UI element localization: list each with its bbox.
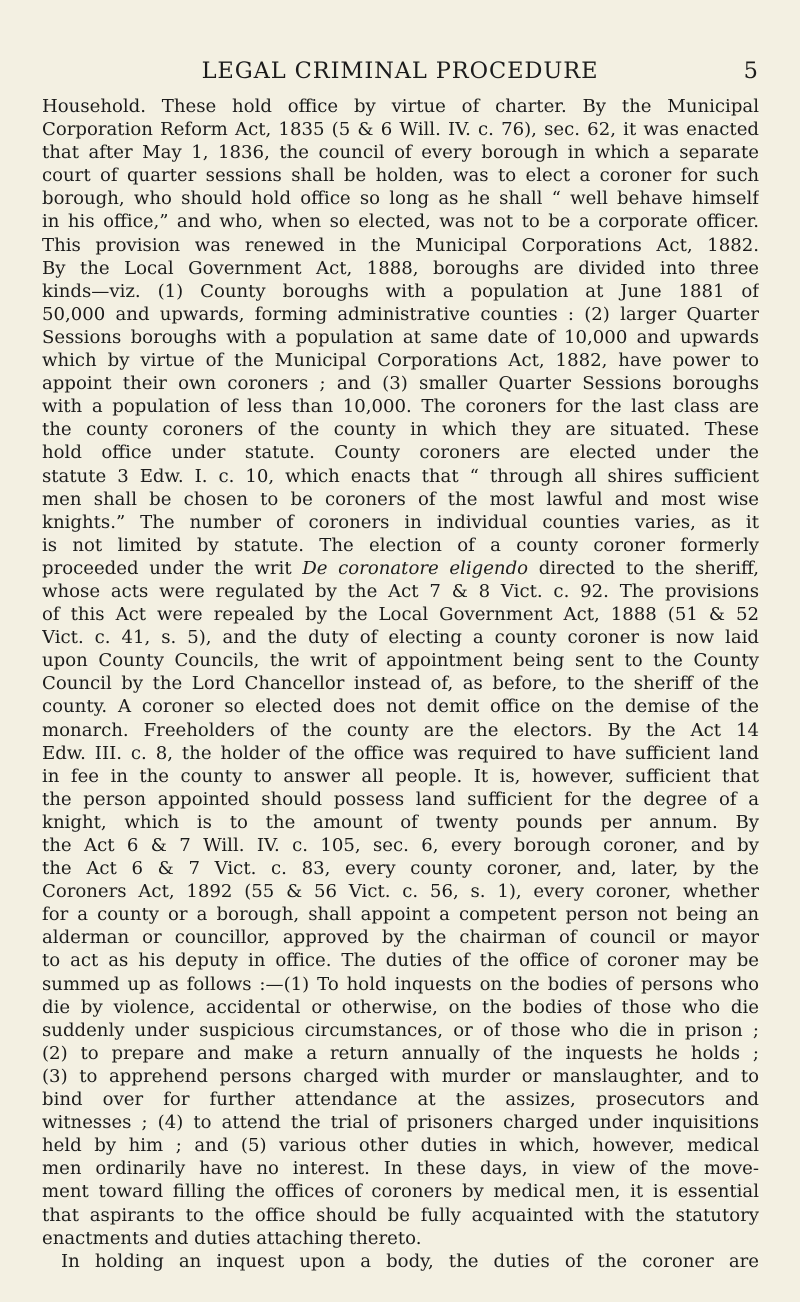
text-line: in fee in the county to answer all people. It is, however, sufficient that bbox=[42, 765, 759, 787]
text-line: with a population of less than 10,000. The coroners for the last class are bbox=[42, 396, 759, 418]
text-line: knight, which is to the amount of twenty pounds per annum. By bbox=[42, 811, 759, 833]
text-line: the county coroners of the county in which they are situated. These bbox=[42, 419, 759, 441]
text-line: Household. These hold office by virtue of charter. By the Municipal bbox=[42, 96, 759, 117]
text-line: ment toward filling the offices of coroners by medical men, it is essential bbox=[42, 1181, 759, 1203]
text-line: borough, who should hold office so long as he shall “ well behave himself bbox=[42, 188, 759, 210]
text-line: men shall be chosen to be coroners of the most lawful and most wise bbox=[42, 488, 759, 510]
text-line: of this Act were repealed by the Local Government Act, 1888 (51 & 52 bbox=[42, 604, 759, 626]
writ-name-italic: De coronatore eligendo bbox=[302, 557, 529, 579]
text-line: whose acts were regulated by the Act 7 & 8 Vict. c. 92. The provisions bbox=[42, 580, 759, 602]
text-line: (2) to prepare and make a return annually of the inquests he holds ; bbox=[42, 1042, 759, 1064]
text-line: the person appointed should possess land sufficient for the degree of a bbox=[42, 788, 759, 810]
text-line: which by virtue of the Municipal Corporations Act, 1882, have power to bbox=[42, 350, 759, 372]
text-line: In holding an inquest upon a body, the duties of the coroner are bbox=[61, 1250, 759, 1272]
text-line: the Act 6 & 7 Will. IV. c. 105, sec. 6, every borough coroner, and by bbox=[42, 835, 759, 856]
body-text bbox=[42, 95, 759, 1273]
text-line: that after May 1, 1836, the council of every borough in which a separate bbox=[42, 142, 759, 164]
text-line: enactments and duties attaching thereto. bbox=[42, 1227, 422, 1249]
text-line: for a county or a borough, shall appoint a competent person not being an bbox=[42, 904, 759, 926]
text-line: the Act 6 & 7 Vict. c. 83, every county coroner, and, later, by the bbox=[42, 858, 759, 880]
text-line: men ordinarily have no interest. In these days, in view of the move- bbox=[42, 1158, 759, 1180]
text-line: summed up as follows :—(1) To hold inquests on the bodies of persons who bbox=[42, 973, 759, 995]
text-line: appoint their own coroners ; and (3) smaller Quarter Sessions boroughs bbox=[42, 373, 759, 395]
text-line: that aspirants to the office should be fully acquainted with the statutory bbox=[42, 1204, 759, 1226]
text-line: die by violence, accidental or otherwise, on the bodies of those who die bbox=[42, 996, 759, 1018]
text-line: suddenly under suspicious circumstances, or of those who die in prison ; bbox=[42, 1019, 759, 1041]
text-line: Council by the Lord Chancellor instead of, as before, to the sheriff of the bbox=[42, 673, 759, 695]
text-line: to act as his deputy in office. The duties of the office of coroner may be bbox=[42, 950, 759, 972]
text-line: held by him ; and (5) various other duties in which, however, medical bbox=[42, 1135, 759, 1157]
text-line: is not limited by statute. The election of a county coroner formerly bbox=[42, 534, 759, 556]
text-line: Sessions boroughs with a population at same date of 10,000 and upwards bbox=[42, 326, 759, 348]
text-line: in his office,” and who, when so elected, was not to be a corporate officer. bbox=[42, 211, 759, 233]
text-line: alderman or councillor, approved by the chairman of council or mayor bbox=[42, 927, 759, 949]
text-line: bind over for further attendance at the assizes, prosecutors and bbox=[42, 1089, 759, 1111]
writ-line-after: directed to the sheriff, bbox=[538, 557, 759, 579]
text-line: (3) to apprehend persons charged with murder or manslaughter, and to bbox=[42, 1065, 759, 1087]
text-line: court of quarter sessions shall be holden, was to elect a coroner for such bbox=[42, 165, 759, 187]
page-number: 5 bbox=[743, 58, 758, 84]
text-line: Edw. III. c. 8, the holder of the office was required to have sufficient land bbox=[42, 742, 759, 764]
text-line: upon County Councils, the writ of appointment being sent to the County bbox=[42, 650, 759, 672]
text-line: Coroners Act, 1892 (55 & 56 Vict. c. 56, s. 1), every coroner, whether bbox=[42, 881, 759, 903]
text-line: This provision was renewed in the Municipal Corporations Act, 1882. bbox=[42, 234, 759, 256]
text-line: witnesses ; (4) to attend the trial of prisoners charged under inquisitions bbox=[42, 1112, 759, 1134]
text-line: monarch. Freeholders of the county are the electors. By the Act 14 bbox=[42, 719, 759, 741]
writ-line-before: proceeded under the writ bbox=[42, 557, 292, 579]
text-line: knights.” The number of coroners in individual counties varies, as it bbox=[42, 511, 759, 533]
text-line: 50,000 and upwards, forming administrative counties : (2) larger Quarter bbox=[42, 303, 759, 325]
page-title: LEGAL CRIMINAL PROCEDURE bbox=[201, 58, 599, 84]
text-line: By the Local Government Act, 1888, boroughs are divided into three bbox=[42, 257, 759, 279]
text-line-writ bbox=[42, 557, 759, 580]
text-line: county. A coroner so elected does not demit office on the demise of the bbox=[42, 696, 759, 718]
text-line: Vict. c. 41, s. 5), and the duty of electing a county coroner is now laid bbox=[42, 627, 759, 649]
text-line: hold office under statute. County coroners are elected under the bbox=[42, 442, 759, 464]
text-line: kinds—viz. (1) County boroughs with a population at June 1881 of bbox=[42, 280, 759, 302]
text-line: statute 3 Edw. I. c. 10, which enacts that “ through all shires sufficient bbox=[42, 465, 759, 487]
text-line: Corporation Reform Act, 1835 (5 & 6 Will. IV. c. 76), sec. 62, it was enacted bbox=[42, 119, 759, 141]
running-head bbox=[42, 58, 758, 84]
